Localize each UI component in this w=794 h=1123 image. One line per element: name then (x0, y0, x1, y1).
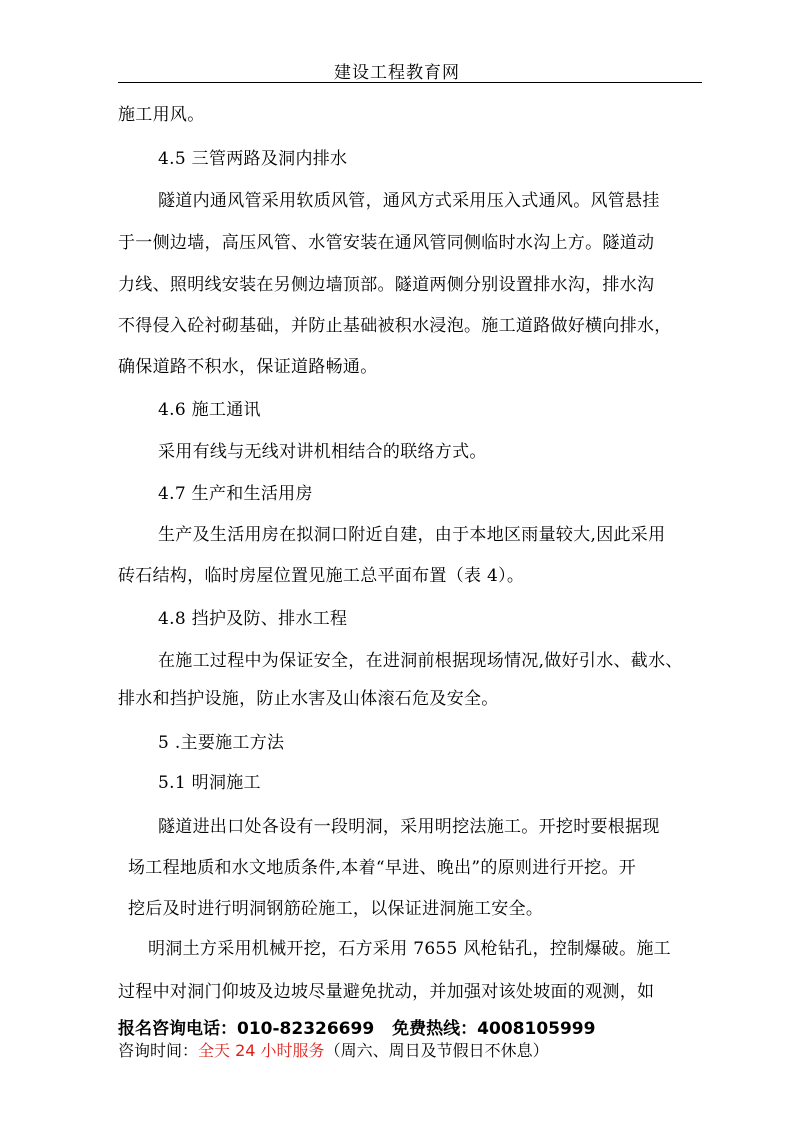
body-line: 过程中对洞门仰坡及边坡尽量避免扰动，并加强对该处坡面的观测，如 (118, 982, 655, 1002)
body-line: 于一侧边墙，高压风管、水管安装在通风管同侧临时水沟上方。隧道动 (118, 233, 655, 253)
section-heading: 5 .主要施工方法 (158, 733, 285, 753)
page-header-title: 建设工程教育网 (334, 63, 460, 83)
body-line: 不得侵入砼衬砌基础，并防止基础被积水浸泡。施工道路做好横向排水， (118, 316, 672, 336)
body-line: 场工程地质和水文地质条件,本着“早进、晚出”的原则进行开挖。开 (128, 858, 637, 878)
body-line: 采用有线与无线对讲机相结合的联络方式。 (158, 442, 487, 462)
enrollment-phone: 报名咨询电话：010-82326699 (118, 1019, 375, 1039)
section-heading: 4.5 三管两路及洞内排水 (158, 149, 348, 169)
body-line: 确保道路不积水，保证道路畅通。 (118, 357, 378, 377)
body-line: 砖石结构，临时房屋位置见施工总平面布置（表 4）。 (118, 566, 525, 586)
hours-highlight: 全天 24 小时服务 (198, 1041, 325, 1060)
body-line: 明洞土方采用机械开挖，石方采用 7655 风枪钻孔，控制爆破。施工 (148, 939, 671, 959)
footer-contact (118, 1014, 595, 1039)
body-line: 生产及生活用房在拟洞口附近自建，由于本地区雨量较大,因此采用 (158, 525, 666, 545)
section-heading: 4.6 施工通讯 (158, 400, 261, 420)
hours-prefix: 咨询时间： (118, 1041, 199, 1060)
body-line: 排水和挡护设施，防止水害及山体滚石危及安全。 (118, 689, 499, 709)
body-line: 挖后及时进行明洞钢筋砼施工，以保证进洞施工安全。 (128, 899, 544, 919)
header-divider (118, 82, 702, 83)
section-heading: 5.1 明洞施工 (158, 773, 261, 793)
section-heading: 4.7 生产和生活用房 (158, 484, 313, 504)
body-line: 力线、照明线安装在另侧边墙顶部。隧道两侧分别设置排水沟，排水沟 (118, 275, 655, 295)
footer-hours (118, 1038, 549, 1061)
section-heading: 4.8 挡护及防、排水工程 (158, 609, 348, 629)
body-line: 隧道进出口处各设有一段明洞，采用明挖法施工。开挖时要根据现 (158, 817, 660, 837)
body-line: 隧道内通风管采用软质风管，通风方式采用压入式通风。风管悬挂 (158, 191, 660, 211)
hours-suffix: （周六、周日及节假日不休息） (324, 1041, 549, 1060)
body-line: 在施工过程中为保证安全，在进洞前根据现场情况,做好引水、截水、 (158, 651, 683, 671)
body-line: 施工用风。 (118, 105, 205, 125)
free-hotline: 免费热线：4008105999 (392, 1019, 596, 1039)
